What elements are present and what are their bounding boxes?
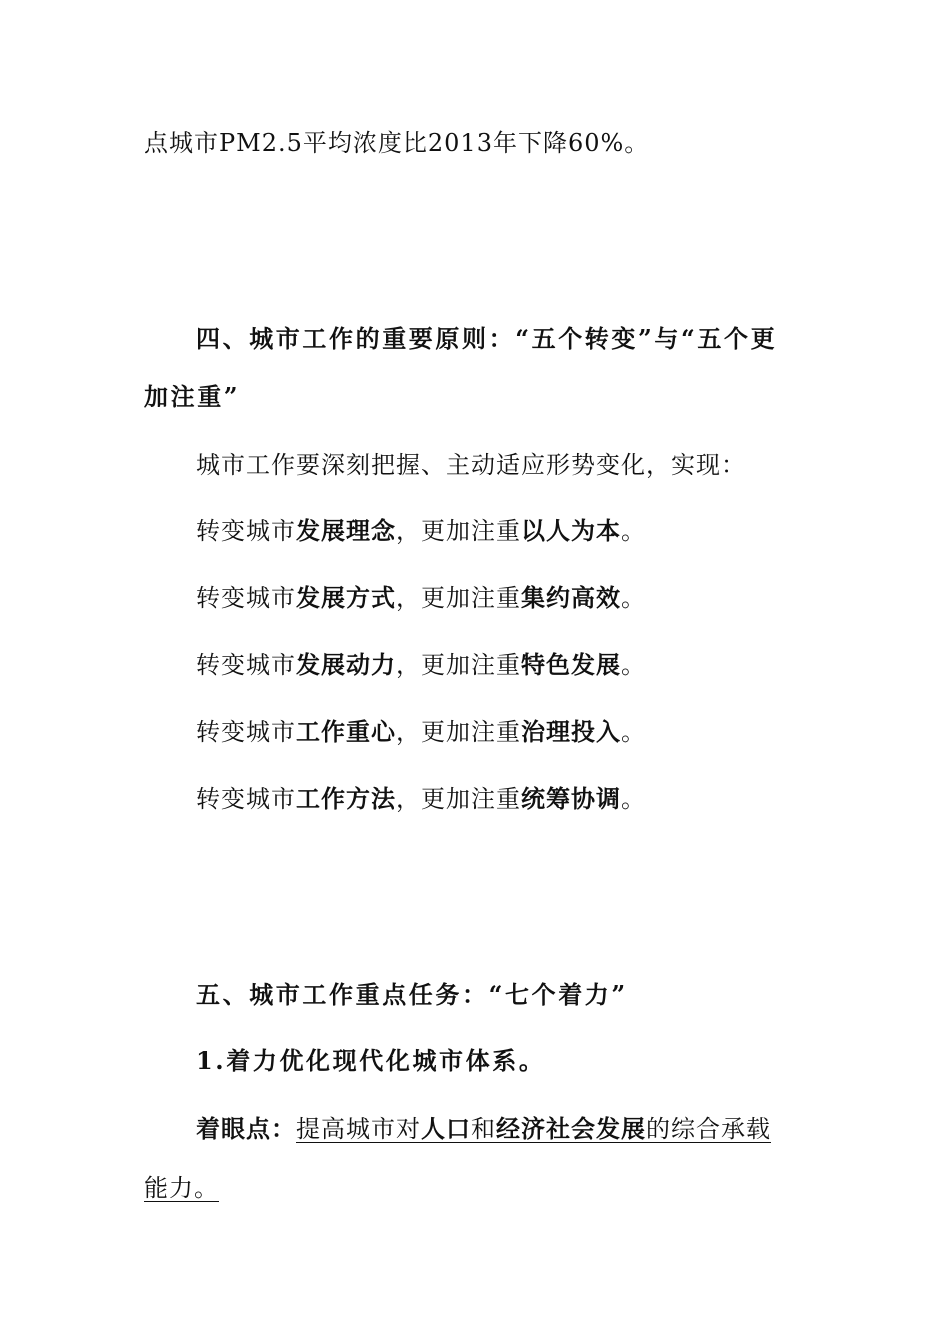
focus-paragraph-line2 xyxy=(144,1171,219,1205)
principle-to: 治理投入 xyxy=(521,717,621,746)
section5-heading: 五、城市工作重点任务：“七个着力” xyxy=(196,980,628,1009)
principle-from: 发展理念 xyxy=(296,516,396,545)
principle-to: 集约高效 xyxy=(521,583,621,612)
principle-to: 统筹协调 xyxy=(521,784,621,813)
principle-prefix: 转变城市 xyxy=(196,651,296,679)
principle-to: 以人为本 xyxy=(521,516,621,545)
focus-paragraph-line1 xyxy=(196,1112,771,1146)
principle-end: 。 xyxy=(621,785,646,813)
principle-from: 发展方式 xyxy=(296,583,396,612)
principle-mid: ，更加注重 xyxy=(396,651,521,679)
principle-end: 。 xyxy=(621,584,646,612)
focus-text-line2: 能力。 xyxy=(144,1174,219,1202)
section5-subheading-1: 1.着力优化现代化城市体系。 xyxy=(196,1046,546,1075)
focus-label: 着眼点： xyxy=(196,1114,296,1143)
principle-end: 。 xyxy=(621,718,646,746)
principle-item xyxy=(196,581,646,615)
principle-prefix: 转变城市 xyxy=(196,718,296,746)
principle-mid: ，更加注重 xyxy=(396,584,521,612)
focus-text-b: 人口 xyxy=(421,1114,471,1143)
principle-prefix: 转变城市 xyxy=(196,584,296,612)
principle-mid: ，更加注重 xyxy=(396,517,521,545)
principle-prefix: 转变城市 xyxy=(196,517,296,545)
principle-item xyxy=(196,782,646,816)
principle-from: 工作方法 xyxy=(296,784,396,813)
principle-item xyxy=(196,514,646,548)
principle-from: 工作重心 xyxy=(296,717,396,746)
focus-text-e: 的综合承载 xyxy=(646,1115,771,1143)
principle-end: 。 xyxy=(621,651,646,679)
intro-paragraph-line: 点城市PM2.5平均浓度比2013年下降60%。 xyxy=(144,129,650,157)
section4-heading-line1: 四、城市工作的重要原则：“五个转变”与“五个更 xyxy=(196,324,778,353)
principle-to: 特色发展 xyxy=(521,650,621,679)
principle-item xyxy=(196,648,646,682)
principle-end: 。 xyxy=(621,517,646,545)
focus-text-c: 和 xyxy=(471,1115,496,1143)
principle-item xyxy=(196,715,646,749)
section4-lead-paragraph: 城市工作要深刻把握、主动适应形势变化，实现： xyxy=(196,451,746,479)
principle-prefix: 转变城市 xyxy=(196,785,296,813)
focus-text-a: 提高城市对 xyxy=(296,1115,421,1143)
principle-from: 发展动力 xyxy=(296,650,396,679)
principle-mid: ，更加注重 xyxy=(396,718,521,746)
principle-mid: ，更加注重 xyxy=(396,785,521,813)
focus-text-d: 经济社会发展 xyxy=(496,1114,646,1143)
section4-heading-line2: 加注重” xyxy=(144,382,241,411)
